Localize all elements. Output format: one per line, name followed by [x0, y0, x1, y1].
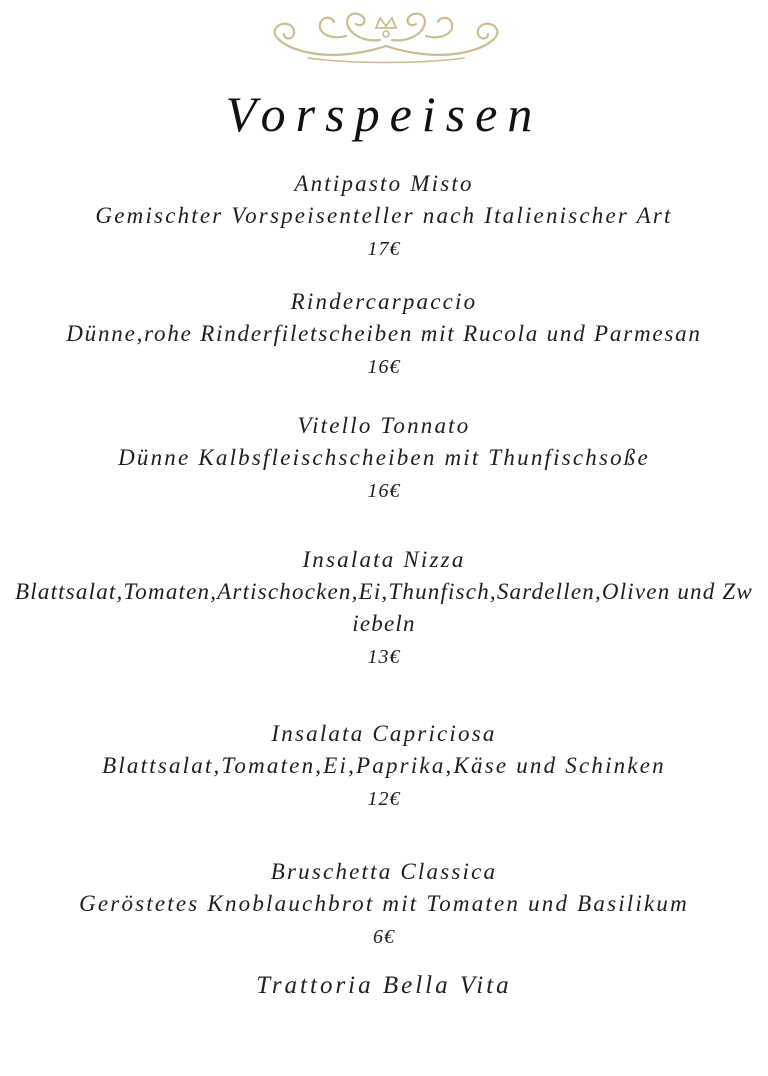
flourish-ornament-icon	[262, 6, 510, 68]
menu-item	[0, 410, 768, 508]
menu-item-price: 6€	[373, 926, 395, 948]
menu-item-description: Dünne Kalbsfleischscheiben mit Thunfischsoße	[118, 445, 650, 470]
menu-item-name: Rindercarpaccio	[290, 289, 478, 314]
menu-item-name: Insalata Capriciosa	[271, 721, 497, 746]
restaurant-signature: Trattoria Bella Vita	[256, 972, 512, 999]
menu-item-description: Geröstetes Knoblauchbrot mit Tomaten und Basilikum	[79, 891, 689, 916]
menu-item-name: Vitello Tonnato	[297, 413, 471, 438]
menu-item	[0, 718, 768, 816]
menu-item-name: Insalata Nizza	[302, 547, 466, 572]
menu-item-price: 16€	[367, 480, 401, 502]
menu-item	[0, 286, 768, 384]
menu-item-price: 16€	[367, 356, 401, 378]
menu-item-name: Bruschetta Classica	[270, 859, 498, 884]
menu-item-description: Gemischter Vorspeisenteller nach Italienischer Art	[95, 203, 673, 228]
menu-item-price: 12€	[367, 788, 401, 810]
page-title: Vorspeisen	[225, 86, 543, 142]
menu-item-description: Blattsalat,Tomaten,Ei,Paprika,Käse und Schinken	[102, 753, 666, 778]
menu-item	[0, 856, 768, 954]
menu-item-price: 13€	[367, 646, 401, 668]
menu-item-price: 17€	[367, 238, 401, 260]
menu-item-description: Dünne,rohe Rinderfiletscheiben mit Rucola und Parmesan	[66, 321, 702, 346]
menu-item	[0, 544, 768, 674]
menu-item	[0, 168, 768, 266]
menu-item-description: Blattsalat,Tomaten,Artischocken,Ei,Thunfisch,Sardellen,Oliven und Zwiebeln	[15, 579, 753, 636]
menu-item-name: Antipasto Misto	[294, 171, 474, 196]
